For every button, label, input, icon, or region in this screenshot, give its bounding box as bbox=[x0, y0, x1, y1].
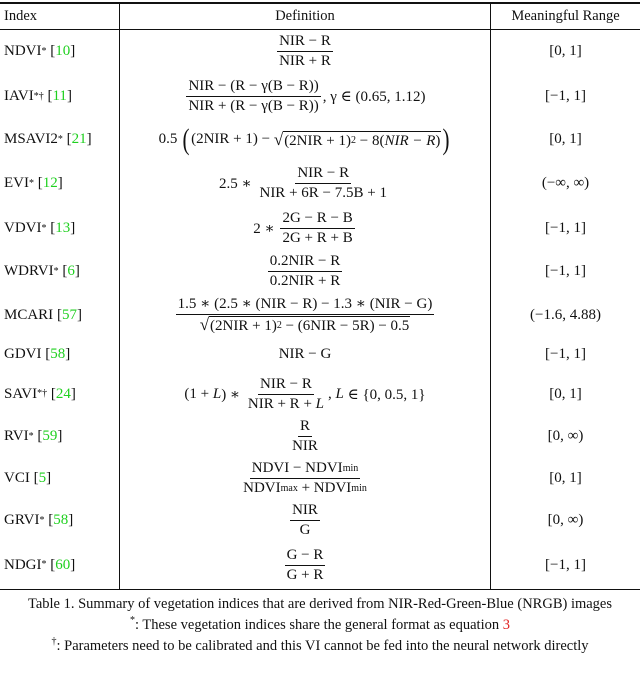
expression bbox=[178, 296, 433, 313]
caption-note-1: : These vegetation indices share the general format as equation bbox=[135, 617, 503, 633]
expr-text: NIR − G bbox=[278, 345, 332, 362]
expr-italic: L bbox=[212, 385, 222, 402]
dagger-mark: † bbox=[51, 636, 57, 647]
vegetation-index-table bbox=[0, 2, 640, 590]
expression bbox=[184, 78, 425, 115]
expr-text: NIR + R + bbox=[247, 395, 316, 412]
expr-text: 2 ∗ bbox=[253, 221, 279, 237]
range-cell: [0, 1] bbox=[549, 43, 582, 59]
range-cell: [−1, 1] bbox=[545, 88, 586, 104]
expr-text: NIR bbox=[292, 502, 318, 518]
expression bbox=[282, 210, 352, 227]
expr-text: − (6NIR − 5R) − 0.5 bbox=[281, 317, 410, 334]
fraction bbox=[285, 547, 326, 584]
index-cell: NDGI * [ 60 ] bbox=[0, 542, 120, 589]
index-name: NDGI bbox=[4, 556, 42, 573]
expr-italic: NIR − R bbox=[384, 132, 436, 149]
index-name: RVI bbox=[4, 428, 29, 444]
header-range: Meaningful Range bbox=[511, 7, 620, 24]
range-cell: [−1, 1] bbox=[545, 345, 586, 362]
expr-text: 2G − R − B bbox=[282, 210, 353, 226]
denominator bbox=[268, 272, 343, 290]
denominator bbox=[246, 395, 326, 413]
citation-link[interactable]: 6 bbox=[67, 263, 75, 279]
expression bbox=[279, 346, 332, 363]
fraction bbox=[241, 460, 369, 497]
denominator bbox=[298, 521, 313, 539]
numerator bbox=[298, 418, 312, 437]
expr-italic: L bbox=[315, 395, 324, 412]
fraction bbox=[257, 165, 388, 202]
numerator bbox=[268, 253, 343, 272]
definition-cell bbox=[120, 294, 491, 337]
denominator bbox=[198, 315, 413, 335]
table-row bbox=[0, 457, 640, 500]
index-name: SAVI bbox=[4, 385, 38, 402]
superscript: 2 bbox=[276, 319, 282, 331]
fraction bbox=[280, 210, 354, 247]
expression bbox=[252, 460, 359, 477]
expression bbox=[158, 122, 452, 156]
index-name: NDVI bbox=[4, 43, 42, 59]
expression bbox=[200, 316, 411, 334]
index-name: GDVI bbox=[4, 345, 42, 362]
header-row bbox=[0, 4, 640, 29]
definition-cell bbox=[120, 250, 491, 294]
index-cell: WDRVI * [ 6 ] bbox=[0, 250, 120, 294]
definition-cell bbox=[120, 372, 491, 417]
expression bbox=[270, 253, 341, 270]
range-cell: [−1, 1] bbox=[545, 263, 586, 279]
table-row bbox=[0, 74, 640, 120]
caption-line-2 bbox=[0, 615, 640, 636]
expression bbox=[297, 165, 349, 182]
expr-text: NDVI bbox=[243, 479, 281, 496]
equation-ref-link[interactable]: 3 bbox=[502, 617, 510, 633]
index-name: IAVI bbox=[4, 88, 34, 104]
expr-italic: L bbox=[335, 385, 344, 402]
table-row bbox=[0, 250, 640, 294]
index-name: VDVI bbox=[4, 220, 42, 236]
denominator bbox=[257, 184, 388, 202]
range-cell: [0, 1] bbox=[549, 469, 582, 486]
expr-text: NDVI − NDVI bbox=[251, 459, 343, 476]
table-row bbox=[0, 120, 640, 160]
definition-cell bbox=[120, 30, 491, 74]
fraction bbox=[290, 502, 320, 539]
index-cell: SAVI *† [ 24 ] bbox=[0, 372, 120, 417]
expr-text: − 8( bbox=[355, 132, 385, 149]
table-row bbox=[0, 208, 640, 250]
citation-link[interactable]: 21 bbox=[71, 131, 87, 147]
square-root bbox=[200, 316, 411, 334]
expr-text: NIR + 6R − 7.5B + 1 bbox=[259, 185, 387, 201]
index-cell: EVI * [ 12 ] bbox=[0, 160, 120, 208]
expr-text: 0.2NIR − R bbox=[269, 253, 341, 269]
expression bbox=[287, 567, 324, 584]
expression bbox=[279, 53, 331, 70]
caption-line-3 bbox=[0, 636, 640, 657]
subscript: min bbox=[351, 482, 367, 494]
index-cell: IAVI *† [ 11 ] bbox=[0, 74, 120, 120]
expression bbox=[248, 396, 324, 413]
range-cell: [0, 1] bbox=[549, 385, 582, 402]
expression bbox=[288, 502, 322, 539]
citation-link[interactable]: 24 bbox=[55, 385, 71, 402]
definition-cell bbox=[120, 457, 491, 500]
expression bbox=[284, 133, 440, 149]
expression bbox=[243, 480, 367, 497]
expr-text: NIR bbox=[292, 438, 318, 454]
expr-text: R bbox=[299, 418, 310, 434]
expression bbox=[188, 78, 318, 95]
numerator bbox=[176, 296, 435, 315]
big-paren: ( bbox=[182, 122, 190, 156]
denominator bbox=[285, 566, 326, 584]
expression bbox=[292, 438, 318, 455]
expression bbox=[283, 547, 328, 584]
expression bbox=[300, 418, 310, 435]
expr-text: NIR − (R − γ(B − R)) bbox=[188, 78, 319, 94]
range-cell: [0, ∞) bbox=[547, 512, 584, 528]
range-cell: (−1.6, 4.88) bbox=[530, 306, 601, 323]
expr-text: G + R bbox=[286, 566, 324, 583]
table-caption bbox=[0, 594, 640, 657]
expr-text: NIR − R bbox=[297, 165, 350, 181]
index-cell: GRVI * [ 58 ] bbox=[0, 500, 120, 542]
table-row bbox=[0, 337, 640, 372]
expression bbox=[282, 230, 352, 247]
citation-link[interactable]: 11 bbox=[52, 88, 67, 104]
definition-cell bbox=[120, 120, 491, 160]
definition-cell bbox=[120, 542, 491, 589]
range-cell: [0, ∞) bbox=[547, 428, 584, 444]
citation-link[interactable]: 5 bbox=[38, 469, 47, 486]
expression bbox=[184, 376, 425, 413]
definition-cell bbox=[120, 500, 491, 542]
expr-text: ) bbox=[435, 132, 441, 149]
expr-text: G bbox=[299, 522, 311, 538]
big-paren: ) bbox=[442, 122, 450, 156]
square-root bbox=[274, 131, 442, 149]
expression bbox=[188, 98, 318, 115]
index-name: EVI bbox=[4, 175, 29, 191]
range-cell: [−1, 1] bbox=[545, 220, 586, 236]
table-row bbox=[0, 417, 640, 457]
expression bbox=[259, 185, 386, 202]
radical-sign: √ bbox=[199, 314, 210, 334]
expr-text: (2NIR + 1) − bbox=[191, 131, 274, 147]
expr-text: G − R bbox=[286, 546, 324, 563]
citation-link[interactable]: 60 bbox=[55, 556, 71, 573]
header-definition: Definition bbox=[120, 4, 491, 29]
expr-text: ∈ {0, 0.5, 1} bbox=[343, 386, 426, 403]
citation-link[interactable]: 58 bbox=[53, 512, 69, 528]
bottom-rule bbox=[0, 589, 640, 591]
citation-link[interactable]: 59 bbox=[42, 428, 58, 444]
expression bbox=[292, 502, 318, 519]
radical-sign: √ bbox=[273, 129, 284, 149]
index-name: GRVI bbox=[4, 512, 40, 528]
citation-link[interactable]: 12 bbox=[42, 175, 58, 191]
index-cell: MSAVI2 * [ 21 ] bbox=[0, 120, 120, 160]
table-row bbox=[0, 500, 640, 542]
table-row bbox=[0, 294, 640, 337]
expression bbox=[287, 547, 324, 564]
expression bbox=[288, 418, 322, 455]
definition-cell bbox=[120, 417, 491, 457]
expr-text: 2.5 ∗ bbox=[219, 176, 256, 192]
expression bbox=[260, 376, 312, 393]
caption-note-2: : Parameters need to be calibrated and this VI cannot be fed into the neural network directly bbox=[56, 638, 589, 654]
expr-text: , bbox=[328, 385, 336, 402]
range-cell: [−1, 1] bbox=[545, 556, 586, 573]
asterisk-mark: * bbox=[130, 615, 135, 626]
index-name: MCARI bbox=[4, 306, 54, 323]
numerator bbox=[186, 78, 320, 97]
definition-cell bbox=[120, 74, 491, 120]
expr-text: NIR − R bbox=[260, 375, 312, 392]
citation-link[interactable]: 10 bbox=[55, 43, 71, 59]
fraction bbox=[186, 78, 320, 115]
index-cell: MCARI [ 57 ] bbox=[0, 294, 120, 337]
expression bbox=[219, 165, 391, 202]
expr-text: + NDVI bbox=[297, 479, 352, 496]
numerator bbox=[280, 210, 354, 229]
index-cell: GDVI [ 58 ] bbox=[0, 337, 120, 372]
definition-cell bbox=[120, 337, 491, 372]
fraction bbox=[268, 253, 343, 290]
fraction bbox=[176, 296, 435, 335]
table-row bbox=[0, 372, 640, 417]
caption-line-1: Table 1. Summary of vegetation indices that are derived from NIR-Red-Green-Blue (NRGB) images bbox=[27, 596, 613, 612]
expr-text: , γ ∈ (0.65, 1.12) bbox=[322, 89, 426, 105]
expression bbox=[174, 296, 437, 335]
expression bbox=[210, 318, 409, 334]
definition-cell bbox=[120, 160, 491, 208]
radicand bbox=[209, 316, 410, 334]
superscript: 2 bbox=[350, 134, 356, 146]
range-cell: [0, 1] bbox=[549, 131, 582, 147]
table-body bbox=[0, 30, 640, 589]
table-row bbox=[0, 542, 640, 589]
definition-cell bbox=[120, 208, 491, 250]
denominator bbox=[241, 479, 369, 497]
fraction bbox=[290, 418, 320, 455]
numerator bbox=[290, 502, 320, 521]
index-cell: NDVI * [ 10 ] bbox=[0, 30, 120, 74]
numerator bbox=[295, 165, 351, 184]
fraction bbox=[246, 376, 326, 413]
citation-link[interactable]: 58 bbox=[50, 345, 66, 362]
expression bbox=[239, 460, 371, 497]
table-row bbox=[0, 160, 640, 208]
citation-link[interactable]: 13 bbox=[55, 220, 71, 236]
index-name: MSAVI2 bbox=[4, 131, 58, 147]
index-cell: VCI [ 5 ] bbox=[0, 457, 120, 500]
index-cell: VDVI * [ 13 ] bbox=[0, 208, 120, 250]
expr-text: 0.5 bbox=[158, 131, 182, 147]
expression bbox=[300, 522, 311, 539]
expr-text: (2NIR + 1) bbox=[284, 132, 351, 149]
expr-text: 1.5 ∗ (2.5 ∗ (NIR − R) − 1.3 ∗ (NIR − G) bbox=[177, 295, 433, 312]
expression bbox=[279, 33, 331, 50]
numerator bbox=[258, 376, 314, 395]
expression bbox=[253, 210, 356, 247]
expr-text: 0.2NIR + R bbox=[269, 273, 341, 289]
expr-text: ) ∗ bbox=[221, 386, 244, 403]
expr-text: 2G + R + B bbox=[282, 230, 353, 246]
denominator bbox=[186, 97, 320, 115]
expr-text: (2NIR + 1) bbox=[210, 317, 277, 334]
numerator bbox=[277, 33, 333, 52]
fraction bbox=[277, 33, 333, 70]
expression bbox=[270, 273, 341, 290]
expr-text: NIR + (R − γ(B − R)) bbox=[188, 98, 319, 114]
subscript: max bbox=[280, 482, 298, 494]
expression bbox=[275, 33, 335, 70]
numerator bbox=[250, 460, 361, 479]
index-cell: RVI * [ 59 ] bbox=[0, 417, 120, 457]
header-index: Index bbox=[0, 4, 120, 29]
range-cell: (−∞, ∞) bbox=[541, 175, 590, 191]
expr-text: NIR − R bbox=[279, 33, 331, 49]
expr-text: (1 + bbox=[184, 385, 213, 402]
citation-link[interactable]: 57 bbox=[61, 306, 77, 323]
index-name: WDRVI bbox=[4, 263, 54, 279]
denominator bbox=[280, 229, 354, 247]
table-row bbox=[0, 30, 640, 74]
subscript: min bbox=[342, 462, 359, 474]
denominator bbox=[290, 437, 320, 455]
index-name: VCI bbox=[4, 469, 30, 486]
expression bbox=[266, 253, 345, 290]
numerator bbox=[285, 547, 326, 566]
radicand bbox=[283, 131, 441, 149]
expr-text: NIR + R bbox=[279, 53, 331, 69]
denominator bbox=[277, 52, 333, 70]
